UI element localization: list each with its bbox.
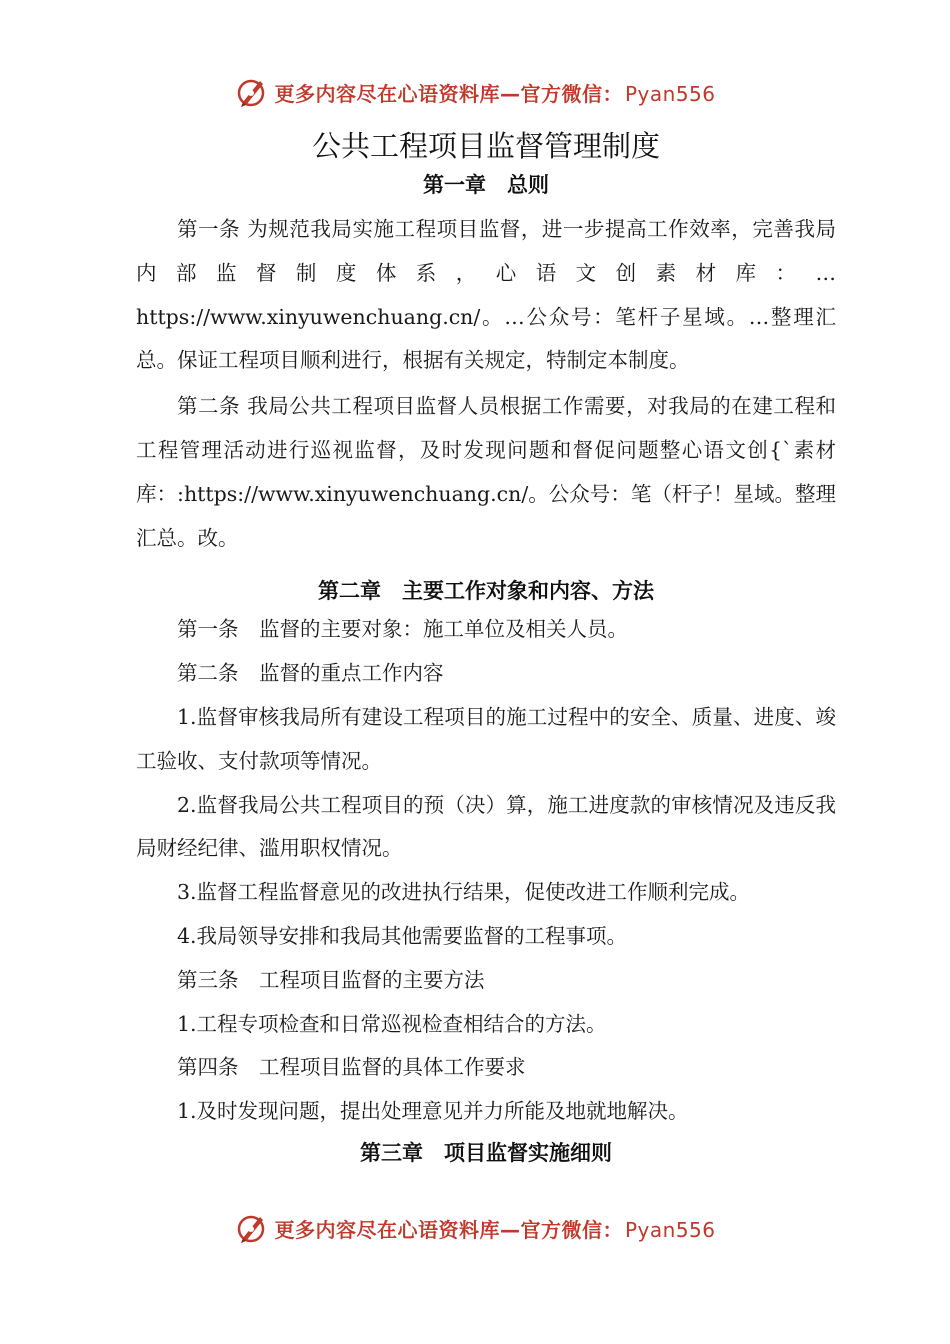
document-body (136, 124, 836, 1170)
footer-watermark-banner (0, 1208, 950, 1248)
banner-wechat-id: Pyan556 (624, 81, 716, 106)
document-title: 公共工程项目监督管理制度 (311, 129, 660, 163)
banner-text: 更多内容尽在心语资料库—官方微信： Pyan556 (274, 81, 716, 106)
header-watermark-banner (0, 72, 950, 112)
banner-text: 更多内容尽在心语资料库—官方微信： Pyan556 (274, 1217, 716, 1242)
chapter-2-paragraph: 1.及时发现问题，提出处理意见并力所能及地就地解决。 (177, 1099, 689, 1124)
chapter-1-heading: 第一章 总则 (423, 173, 549, 197)
pen-logo-icon (234, 75, 268, 109)
chapter-2-paragraph: 第三条 工程项目监督的主要方法 (177, 967, 485, 992)
banner-wechat-id: Pyan556 (624, 1217, 716, 1242)
chapter-2-paragraph: 2.监督我局公共工程项目的预（决）算，施工进度款的审核情况及违反我局财经纪律、滥用职权情况。 (136, 792, 836, 861)
chapter-2-paragraph: 3.监督工程监督意见的改进执行结果，促使改进工作顺利完成。 (177, 880, 751, 905)
chapter-1-article-2: 第二条 我局公共工程项目监督人员根据工作需要，对我局的在建工程和工程管理活动进行巡视监督，及时发现问题和督促问题整心语文创{`素材库：:https://www.xinyuwenchuang.cn/。公众号：笔（杆子！星域。整理汇总。改。 (136, 394, 836, 550)
chapter-2-paragraph: 1.工程专项检查和日常巡视检查相结合的方法。 (177, 1011, 607, 1036)
pen-logo-icon (234, 1211, 268, 1245)
chapter-2-paragraph: 4.我局领导安排和我局其他需要监督的工程事项。 (177, 923, 628, 948)
chapter-1-article-1: 第一条 为规范我局实施工程项目监督，进一步提高工作效率，完善我局内部监督制度体系，心语文创素材库：…https://www.xinyuwenchuang.cn/。…公众号：笔杆子星域。…整理汇总。保证工程项目顺利进行，根据有关规定，特制定本制度。 (136, 217, 836, 373)
chapter-2-paragraph: 第二条 监督的重点工作内容 (177, 661, 444, 686)
chapter-2-paragraph: 第一条 监督的主要对象：施工单位及相关人员。 (177, 617, 628, 642)
chapter-2-heading: 第二章 主要工作对象和内容、方法 (318, 579, 654, 604)
chapter-3-heading: 第三章 项目监督实施细则 (360, 1140, 612, 1165)
chapter-2-paragraph: 第四条 工程项目监督的具体工作要求 (177, 1055, 526, 1080)
chapter-2-paragraph: 1.监督审核我局所有建设工程项目的施工过程中的安全、质量、进度、竣工验收、支付款项等情况。 (136, 704, 836, 773)
